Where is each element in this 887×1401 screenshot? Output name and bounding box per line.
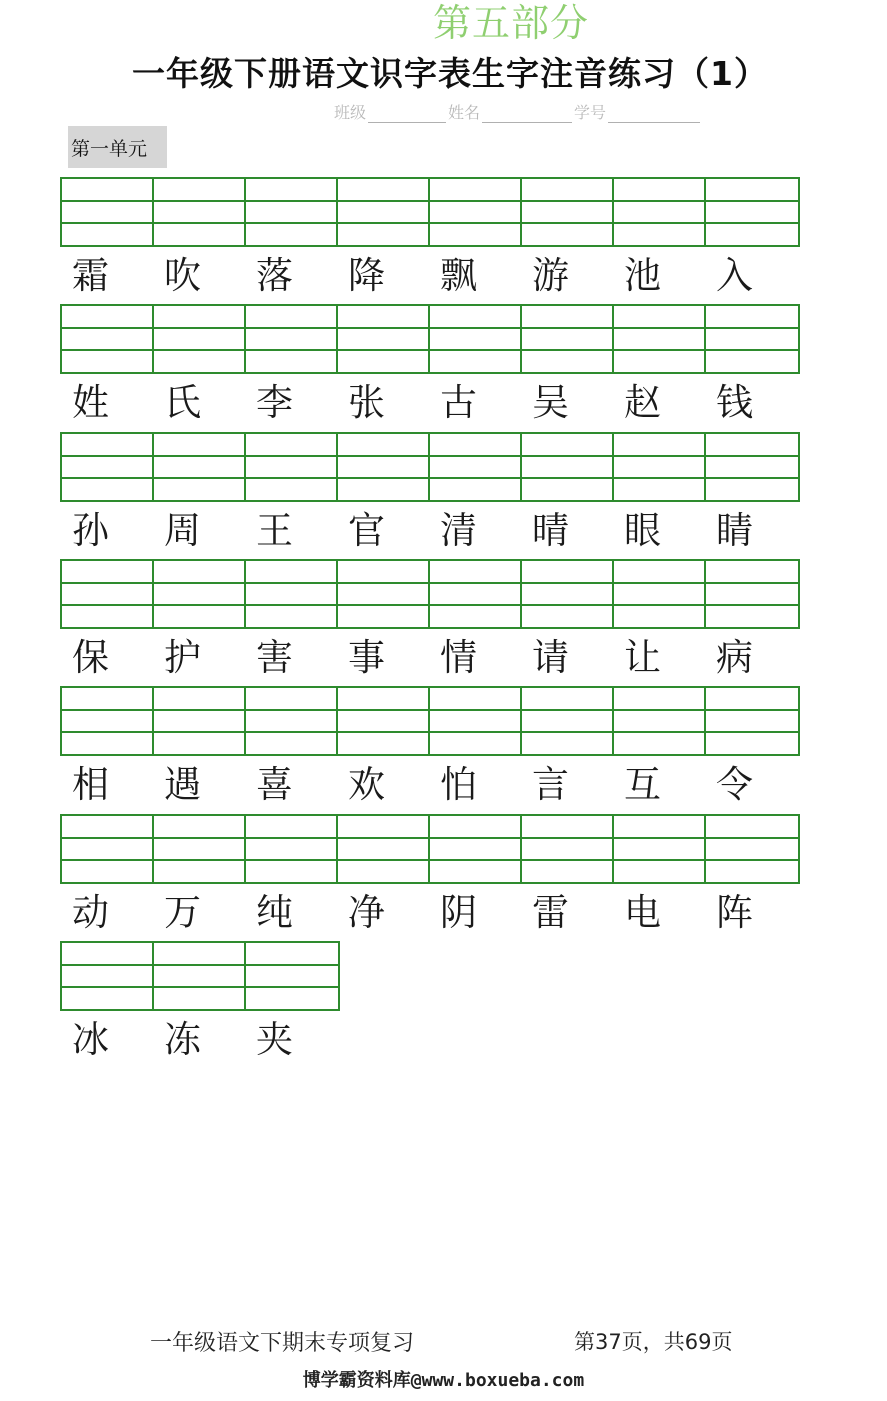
character: 怕 [440, 763, 477, 806]
character: 钱 [716, 381, 753, 424]
pinyin-writing-cell[interactable] [430, 306, 522, 372]
character: 阴 [440, 891, 477, 934]
pinyin-writing-cell[interactable] [706, 179, 798, 245]
character: 病 [716, 636, 753, 679]
pinyin-writing-cell[interactable] [154, 179, 246, 245]
class-field[interactable] [368, 106, 446, 123]
pinyin-writing-cell[interactable] [706, 561, 798, 627]
character-list [60, 251, 800, 301]
pinyin-writing-cell[interactable] [246, 688, 338, 754]
pinyin-writing-cell[interactable] [430, 561, 522, 627]
pinyin-writing-cell[interactable] [614, 561, 706, 627]
pinyin-writing-cell[interactable] [338, 816, 430, 882]
character: 情 [440, 636, 477, 679]
pinyin-writing-cell[interactable] [154, 561, 246, 627]
character: 池 [624, 254, 661, 297]
pinyin-writing-cell[interactable] [338, 179, 430, 245]
character: 害 [256, 636, 293, 679]
pinyin-writing-cell[interactable] [338, 434, 430, 500]
character-row [60, 177, 800, 301]
character-row [60, 304, 800, 428]
character-row [60, 559, 800, 683]
pinyin-writing-cell[interactable] [614, 306, 706, 372]
character: 动 [72, 891, 109, 934]
name-field[interactable] [482, 106, 572, 123]
pinyin-writing-cell[interactable] [706, 816, 798, 882]
character: 互 [624, 763, 661, 806]
pinyin-writing-cell[interactable] [246, 943, 338, 1009]
pinyin-writing-cell[interactable] [246, 434, 338, 500]
character: 欢 [348, 763, 385, 806]
character: 冰 [72, 1018, 109, 1061]
pinyin-writing-cell[interactable] [62, 943, 154, 1009]
character: 王 [256, 509, 293, 552]
character: 事 [348, 636, 385, 679]
pinyin-grid [60, 941, 340, 1011]
pinyin-writing-cell[interactable] [246, 561, 338, 627]
character: 相 [72, 763, 109, 806]
pinyin-grid [60, 304, 800, 374]
character: 孙 [72, 509, 109, 552]
pinyin-writing-cell[interactable] [62, 816, 154, 882]
pinyin-writing-cell[interactable] [430, 688, 522, 754]
number-field[interactable] [608, 106, 700, 123]
character-list [60, 378, 800, 428]
character-row [60, 814, 800, 938]
pinyin-writing-cell[interactable] [62, 434, 154, 500]
character: 雷 [532, 891, 569, 934]
pinyin-writing-cell[interactable] [430, 434, 522, 500]
character: 吴 [532, 381, 569, 424]
character: 请 [532, 636, 569, 679]
name-label: 姓名 [448, 103, 481, 122]
character-row [60, 941, 340, 1065]
footer-website: 博学霸资料库@www.boxueba.com [302, 1370, 585, 1391]
number-label: 学号 [574, 103, 607, 122]
pinyin-writing-cell[interactable] [154, 306, 246, 372]
pinyin-writing-cell[interactable] [706, 306, 798, 372]
pinyin-writing-cell[interactable] [338, 306, 430, 372]
footer-page-info: 第37页，共69页 [574, 1330, 733, 1354]
pinyin-writing-cell[interactable] [522, 434, 614, 500]
pinyin-grid [60, 432, 800, 502]
character: 睛 [716, 509, 753, 552]
pinyin-writing-cell[interactable] [522, 179, 614, 245]
character: 喜 [256, 763, 293, 806]
pinyin-grid [60, 559, 800, 629]
character: 保 [72, 636, 109, 679]
pinyin-writing-cell[interactable] [522, 561, 614, 627]
character: 护 [164, 636, 201, 679]
character: 张 [348, 381, 385, 424]
character: 言 [532, 763, 569, 806]
character: 飘 [440, 254, 477, 297]
part-title: 第五部分 [432, 1, 589, 45]
pinyin-writing-cell[interactable] [614, 816, 706, 882]
character: 令 [716, 763, 753, 806]
character: 冻 [164, 1018, 201, 1061]
pinyin-writing-cell[interactable] [338, 688, 430, 754]
character: 落 [256, 254, 293, 297]
pinyin-writing-cell[interactable] [154, 943, 246, 1009]
character-row [60, 686, 800, 810]
footer-book-title: 一年级语文下期末专项复习 [150, 1331, 415, 1356]
pinyin-writing-cell[interactable] [246, 816, 338, 882]
unit-badge: 第一单元 [68, 126, 167, 168]
pinyin-writing-cell[interactable] [154, 434, 246, 500]
character: 清 [440, 509, 477, 552]
character: 晴 [532, 509, 569, 552]
pinyin-writing-cell[interactable] [522, 688, 614, 754]
pinyin-writing-cell[interactable] [246, 306, 338, 372]
pinyin-writing-cell[interactable] [62, 306, 154, 372]
pinyin-writing-cell[interactable] [706, 688, 798, 754]
pinyin-writing-cell[interactable] [338, 561, 430, 627]
character: 游 [532, 254, 569, 297]
pinyin-writing-cell[interactable] [62, 561, 154, 627]
character-row [60, 432, 800, 556]
pinyin-grid [60, 686, 800, 756]
character: 官 [348, 509, 385, 552]
character: 夹 [256, 1018, 293, 1061]
character-list [60, 1015, 340, 1065]
character-list [60, 633, 800, 683]
character-list [60, 888, 800, 938]
character: 净 [348, 891, 385, 934]
character: 降 [348, 254, 385, 297]
character: 遇 [164, 763, 201, 806]
character: 李 [256, 381, 293, 424]
pinyin-grid [60, 814, 800, 884]
character: 姓 [72, 381, 109, 424]
pinyin-writing-cell[interactable] [430, 179, 522, 245]
pinyin-writing-cell[interactable] [154, 816, 246, 882]
character: 入 [716, 254, 753, 297]
character-list [60, 506, 800, 556]
character: 阵 [716, 891, 753, 934]
pinyin-writing-cell[interactable] [246, 179, 338, 245]
character: 纯 [256, 891, 293, 934]
character: 周 [164, 509, 201, 552]
pinyin-writing-cell[interactable] [614, 434, 706, 500]
pinyin-writing-cell[interactable] [614, 179, 706, 245]
pinyin-writing-cell[interactable] [522, 816, 614, 882]
character: 氏 [164, 381, 201, 424]
pinyin-writing-cell[interactable] [62, 688, 154, 754]
student-info-line [334, 100, 702, 123]
pinyin-writing-cell[interactable] [62, 179, 154, 245]
character: 电 [624, 891, 661, 934]
pinyin-grid [60, 177, 800, 247]
character: 眼 [624, 509, 661, 552]
pinyin-writing-cell[interactable] [706, 434, 798, 500]
character: 赵 [624, 381, 661, 424]
character: 让 [624, 636, 661, 679]
character: 吹 [164, 254, 201, 297]
pinyin-writing-cell[interactable] [154, 688, 246, 754]
page-title: 一年级下册语文识字表生字注音练习（1） [132, 54, 768, 93]
character: 万 [164, 891, 201, 934]
character: 霜 [72, 254, 109, 297]
character-list [60, 760, 800, 810]
character: 古 [440, 381, 477, 424]
pinyin-writing-cell[interactable] [430, 816, 522, 882]
pinyin-writing-cell[interactable] [614, 688, 706, 754]
class-label: 班级 [334, 103, 367, 122]
pinyin-writing-cell[interactable] [522, 306, 614, 372]
